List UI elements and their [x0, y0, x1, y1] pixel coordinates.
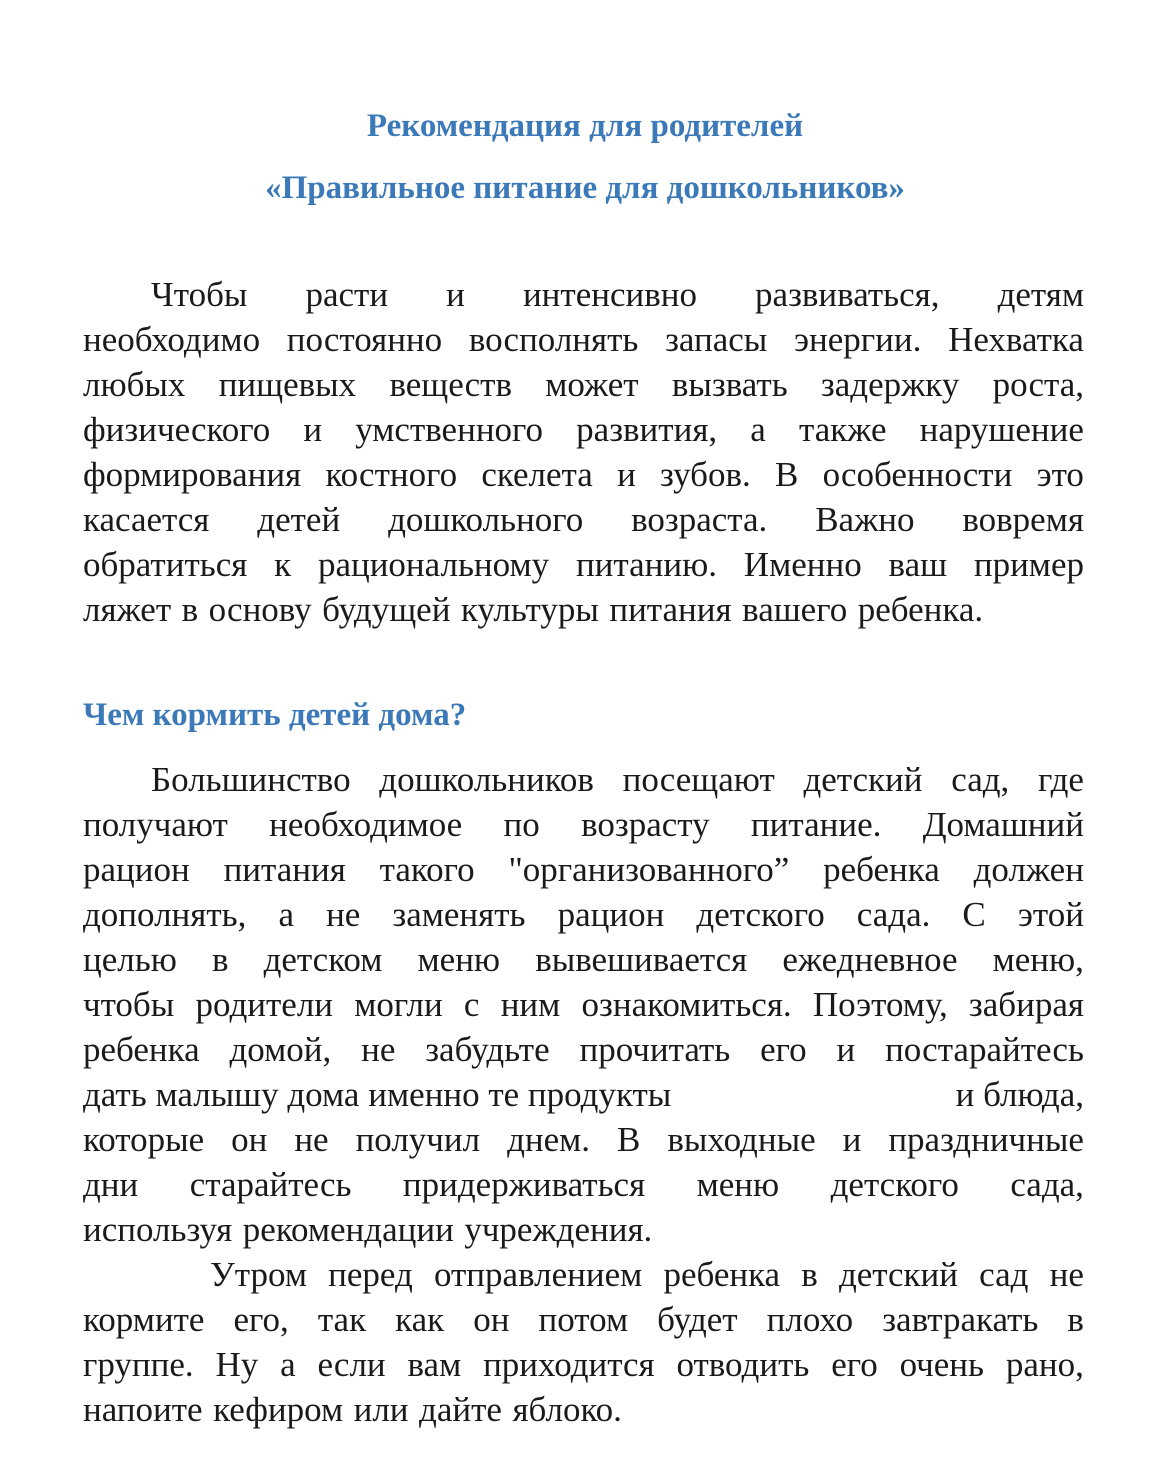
- word: так: [317, 1300, 367, 1339]
- word: ним: [500, 985, 561, 1024]
- word: или: [353, 1390, 409, 1429]
- word: развиваться,: [755, 275, 940, 314]
- word: могли: [354, 985, 443, 1024]
- word: любых: [83, 365, 186, 404]
- word: ребенка: [663, 1255, 781, 1294]
- text-line: [83, 1162, 1084, 1207]
- word: Домашний: [922, 805, 1084, 844]
- word: забирая: [968, 985, 1084, 1024]
- word: будущей: [322, 590, 451, 629]
- word: детский: [838, 1255, 959, 1294]
- word: "организованного”: [508, 850, 790, 889]
- word: кефиром: [213, 1390, 344, 1429]
- text-line: [83, 1027, 1084, 1072]
- word: Чтобы: [151, 275, 248, 314]
- word: он: [473, 1300, 510, 1339]
- text-line: [83, 892, 1084, 937]
- document-title-line-1: Рекомендация для родителей: [366, 108, 804, 144]
- word: культуры: [460, 590, 599, 629]
- word: особенности: [822, 455, 1013, 494]
- word: к: [274, 545, 292, 584]
- word: формирования: [83, 455, 302, 494]
- word: кормите: [83, 1300, 205, 1339]
- word: выходные: [667, 1120, 816, 1159]
- word: получают: [83, 805, 228, 844]
- word: в: [181, 590, 199, 629]
- word: восполнять: [468, 320, 639, 359]
- word: днем.: [507, 1120, 591, 1159]
- word: его: [760, 1030, 807, 1069]
- text-line: [151, 272, 1084, 317]
- word: постоянно: [286, 320, 443, 359]
- word: В: [775, 455, 799, 494]
- word: постарайтесь: [885, 1030, 1084, 1069]
- word: расти: [305, 275, 389, 314]
- word: его: [831, 1345, 878, 1384]
- word: ребенка.: [857, 590, 984, 629]
- word: потом: [538, 1300, 629, 1339]
- word: должен: [973, 850, 1084, 889]
- word: этой: [1017, 895, 1084, 934]
- word: и: [303, 410, 323, 449]
- text-line: [83, 542, 1084, 587]
- word: он: [231, 1120, 268, 1159]
- word: Именно: [743, 545, 862, 584]
- word: возраста.: [631, 500, 768, 539]
- word: ознакомиться.: [581, 985, 792, 1024]
- text-line: [83, 452, 1084, 497]
- word: задержку: [820, 365, 960, 404]
- text-line: [83, 802, 1084, 847]
- word: рациональному: [317, 545, 550, 584]
- word: зубов.: [660, 455, 751, 494]
- text-line: [83, 1117, 1084, 1162]
- word: пример: [973, 545, 1084, 584]
- word: веществ: [389, 365, 513, 404]
- word: детям: [997, 275, 1084, 314]
- text-line: [83, 497, 1084, 542]
- word: рацион: [557, 895, 665, 934]
- word: его,: [233, 1300, 289, 1339]
- word: скелета: [481, 455, 593, 494]
- text-segment: дать малышу дома именно те продукты: [83, 1075, 672, 1114]
- text-line: [83, 317, 1084, 362]
- word: может: [545, 365, 639, 404]
- word: С: [962, 895, 986, 934]
- word: такого: [379, 850, 475, 889]
- text-line: [83, 847, 1084, 892]
- word: яблоко.: [512, 1390, 622, 1429]
- word: роста,: [992, 365, 1084, 404]
- word: это: [1036, 455, 1084, 494]
- section-heading: Чем кормить детей дома?: [83, 697, 467, 733]
- word: дошкольного: [388, 500, 584, 539]
- word: касается: [83, 500, 210, 539]
- word: физического: [83, 410, 271, 449]
- word: а: [280, 1345, 296, 1384]
- word: дошкольников: [379, 760, 594, 799]
- word: ляжет: [83, 590, 172, 629]
- word: В: [617, 1120, 641, 1159]
- word: необходимо: [83, 320, 261, 359]
- word: целью: [83, 940, 177, 979]
- word: как: [395, 1300, 445, 1339]
- word: детского: [830, 1165, 959, 1204]
- text-line: [83, 1342, 1084, 1387]
- word: вам: [407, 1345, 462, 1384]
- word: и: [617, 455, 636, 494]
- word: меню: [417, 940, 501, 979]
- word: питание.: [750, 805, 882, 844]
- word: сада,: [1010, 1165, 1084, 1204]
- text-line: [83, 407, 1084, 452]
- word: нарушение: [919, 410, 1084, 449]
- word: ежедневное: [782, 940, 958, 979]
- word: сад: [979, 1255, 1029, 1294]
- word: учреждения.: [464, 1210, 653, 1249]
- word: ваш: [888, 545, 948, 584]
- word: не: [326, 895, 361, 934]
- word: вывешивается: [535, 940, 748, 979]
- word: отводить: [676, 1345, 810, 1384]
- word: старайтесь: [189, 1165, 352, 1204]
- text-line: [83, 1297, 1084, 1342]
- text-line: [83, 362, 1084, 407]
- word: ребенка: [823, 850, 940, 889]
- word: Большинство: [151, 760, 351, 799]
- word: питания: [223, 850, 346, 889]
- word: Ну: [215, 1345, 259, 1384]
- word: забудьте: [425, 1030, 550, 1069]
- word: придерживаться: [402, 1165, 646, 1204]
- word: рацион: [83, 850, 190, 889]
- word: не: [1049, 1255, 1084, 1294]
- word: энергии.: [794, 320, 922, 359]
- word: обратиться: [83, 545, 248, 584]
- word: сада.: [856, 895, 931, 934]
- word: завтракать: [882, 1300, 1039, 1339]
- text-line: [151, 757, 1084, 802]
- text-line: [83, 1387, 1084, 1432]
- text-line: [83, 937, 1084, 982]
- word: Важно: [815, 500, 915, 539]
- word: отправлением: [433, 1255, 643, 1294]
- word: в: [1067, 1300, 1084, 1339]
- word: плохо: [766, 1300, 854, 1339]
- word: и: [836, 1030, 856, 1069]
- word: дайте: [419, 1390, 502, 1429]
- word: вызвать: [671, 365, 788, 404]
- word: Нехватка: [948, 320, 1084, 359]
- word: возрасту: [581, 805, 710, 844]
- word: детский: [803, 760, 923, 799]
- word: меню: [696, 1165, 780, 1204]
- word: пищевых: [218, 365, 357, 404]
- word: вовремя: [962, 500, 1084, 539]
- word: приходится: [483, 1345, 655, 1384]
- word: прочитать: [579, 1030, 731, 1069]
- word: основу: [208, 590, 312, 629]
- word: домой,: [229, 1030, 332, 1069]
- word: дополнять,: [83, 895, 247, 934]
- text-line: [83, 982, 1084, 1027]
- word: детского: [696, 895, 825, 934]
- word: рекомендации: [242, 1210, 454, 1249]
- text-line: [210, 1252, 1084, 1297]
- word: в: [801, 1255, 818, 1294]
- word: по: [503, 805, 540, 844]
- word: а: [750, 410, 766, 449]
- word: будет: [657, 1300, 738, 1339]
- word: группе.: [83, 1345, 194, 1384]
- word: рано,: [1005, 1345, 1084, 1384]
- word: вашего: [742, 590, 848, 629]
- word: питания: [609, 590, 732, 629]
- document-title-line-2: «Правильное питание для дошкольников»: [265, 170, 905, 206]
- word: праздничные: [888, 1120, 1084, 1159]
- text-line: [83, 1207, 1084, 1252]
- text-line: [83, 1072, 1084, 1117]
- word: которые: [83, 1120, 205, 1159]
- word: меню,: [992, 940, 1084, 979]
- word: перед: [328, 1255, 413, 1294]
- text-line: [83, 587, 1084, 632]
- word: необходимое: [269, 805, 463, 844]
- word: Утром: [210, 1255, 307, 1294]
- word: посещают: [622, 760, 775, 799]
- word: родители: [195, 985, 334, 1024]
- word: заменять: [392, 895, 526, 934]
- word: дни: [83, 1165, 139, 1204]
- word: не: [361, 1030, 396, 1069]
- word: запасы: [665, 320, 768, 359]
- word: Поэтому,: [812, 985, 948, 1024]
- word: не: [294, 1120, 329, 1159]
- word: и: [446, 275, 465, 314]
- word: с: [463, 985, 480, 1024]
- word: если: [317, 1345, 386, 1384]
- word: костного: [325, 455, 458, 494]
- word: используя: [83, 1210, 233, 1249]
- word: чтобы: [83, 985, 175, 1024]
- word: напоите: [83, 1390, 203, 1429]
- word: очень: [899, 1345, 985, 1384]
- word: интенсивно: [522, 275, 697, 314]
- word: детей: [257, 500, 341, 539]
- word: развития,: [576, 410, 718, 449]
- word: сад,: [951, 760, 1010, 799]
- word: также: [798, 410, 887, 449]
- word: где: [1038, 760, 1084, 799]
- word: ребенка: [83, 1030, 200, 1069]
- word: в: [211, 940, 229, 979]
- word: а: [278, 895, 294, 934]
- word: и: [842, 1120, 862, 1159]
- word: питанию.: [575, 545, 718, 584]
- text-segment: и блюда,: [955, 1075, 1084, 1114]
- word: получил: [355, 1120, 481, 1159]
- word: детском: [263, 940, 383, 979]
- word: умственного: [355, 410, 544, 449]
